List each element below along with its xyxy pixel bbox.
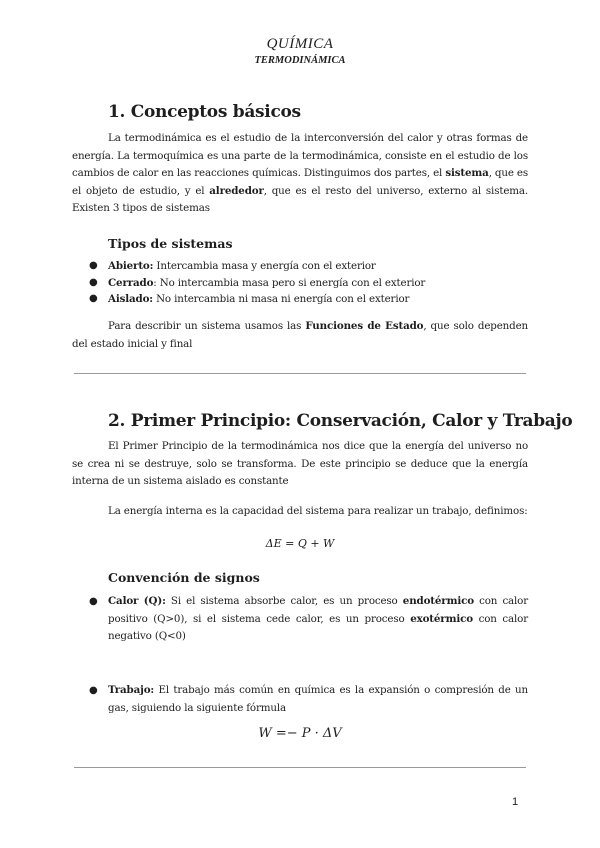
work-list [72, 682, 528, 717]
term-sistema: sistema [445, 167, 489, 179]
list-item-text: El trabajo más común en química es la expansión o compresión de un gas, siguiendo la siguiente fórmula [108, 684, 528, 714]
list-item-text: : No intercambia masa pero si energía con el exterior [153, 276, 426, 289]
list-item [72, 258, 528, 275]
system-types-heading: Tipos de sistemas [108, 236, 233, 251]
list-item-work [72, 682, 528, 717]
term-alrededor: alrededor [209, 184, 264, 197]
section-1-closing [72, 318, 528, 353]
text-run: , que solo dependen del estado inicial y final [72, 320, 528, 350]
bullet-icon: ● [89, 276, 98, 288]
bullet-icon: ● [89, 293, 98, 304]
system-types-list [72, 258, 528, 308]
list-item [72, 291, 528, 308]
sign-convention-heading: Convención de signos [108, 570, 260, 585]
list-item-term: Trabajo: [108, 684, 155, 696]
sign-convention-list [72, 593, 528, 646]
energy-definition: La energía interna es la capacidad del sistema para realizar un trabajo, definimos: [108, 505, 528, 517]
bullet-icon: ● [89, 260, 98, 271]
list-item-term: Aislado: [108, 293, 153, 305]
list-item-term: Calor (Q): [108, 595, 166, 607]
term-exotermico: exotérmico [410, 612, 473, 625]
term-funciones-de-estado: Funciones de Estado [305, 320, 424, 332]
text-run: con calor negativo (Q<0) [108, 612, 528, 642]
list-item-term: Abierto: [108, 260, 154, 272]
section-divider [74, 373, 526, 374]
energy-formula: ΔE = Q + W [265, 537, 335, 550]
document-title: QUÍMICA [266, 36, 334, 52]
section-1-heading: 1. Conceptos básicos [108, 102, 301, 122]
text-run: , que es el resto del universo, externo al sistema. Existen 3 tipos de sistemas [72, 184, 528, 214]
document-subtitle: TERMODINÁMICA [254, 55, 346, 66]
list-item [72, 275, 528, 292]
text-run: Para describir un sistema usamos las [108, 320, 306, 332]
list-item-text: Intercambia masa y energía con el exterior [153, 260, 376, 272]
section-2-heading: 2. Primer Principio: Conservación, Calor y Trabajo [108, 411, 573, 431]
section-1-intro [72, 130, 528, 218]
bullet-icon: ● [89, 685, 98, 696]
page-number: 1 [512, 796, 519, 808]
text-run: , que es el objeto de estudio, y el [72, 167, 529, 197]
section-2-intro: El Primer Principio de la termodinámica nos dice que la energía del universo no se crea ni se destruye, solo se transforma. De este principio se deduce que la energía interna de un sistema aislado es constante [72, 440, 528, 487]
section-divider [74, 767, 526, 768]
text-run: Si el sistema absorbe calor, es un proceso [165, 595, 403, 607]
text-run: La termodinámica es el estudio de la interconversión del calor y otras formas de energía. La termoquímica es una parte de la termodinámica, consiste en el estudio de los cambios de calor en las reacciones químicas. Distinguimos dos partes, el [72, 132, 528, 179]
bullet-icon: ● [89, 596, 98, 607]
list-item-term: Cerrado [108, 276, 154, 289]
term-endotermico: endotérmico [402, 595, 474, 607]
work-formula: W =− P · ΔV [258, 726, 342, 741]
text-run: con calor positivo (Q>0), si el sistema cede calor, es un proceso [108, 595, 529, 625]
list-item-text: No intercambia ni masa ni energía con el exterior [152, 293, 410, 305]
list-item-heat [72, 593, 528, 646]
